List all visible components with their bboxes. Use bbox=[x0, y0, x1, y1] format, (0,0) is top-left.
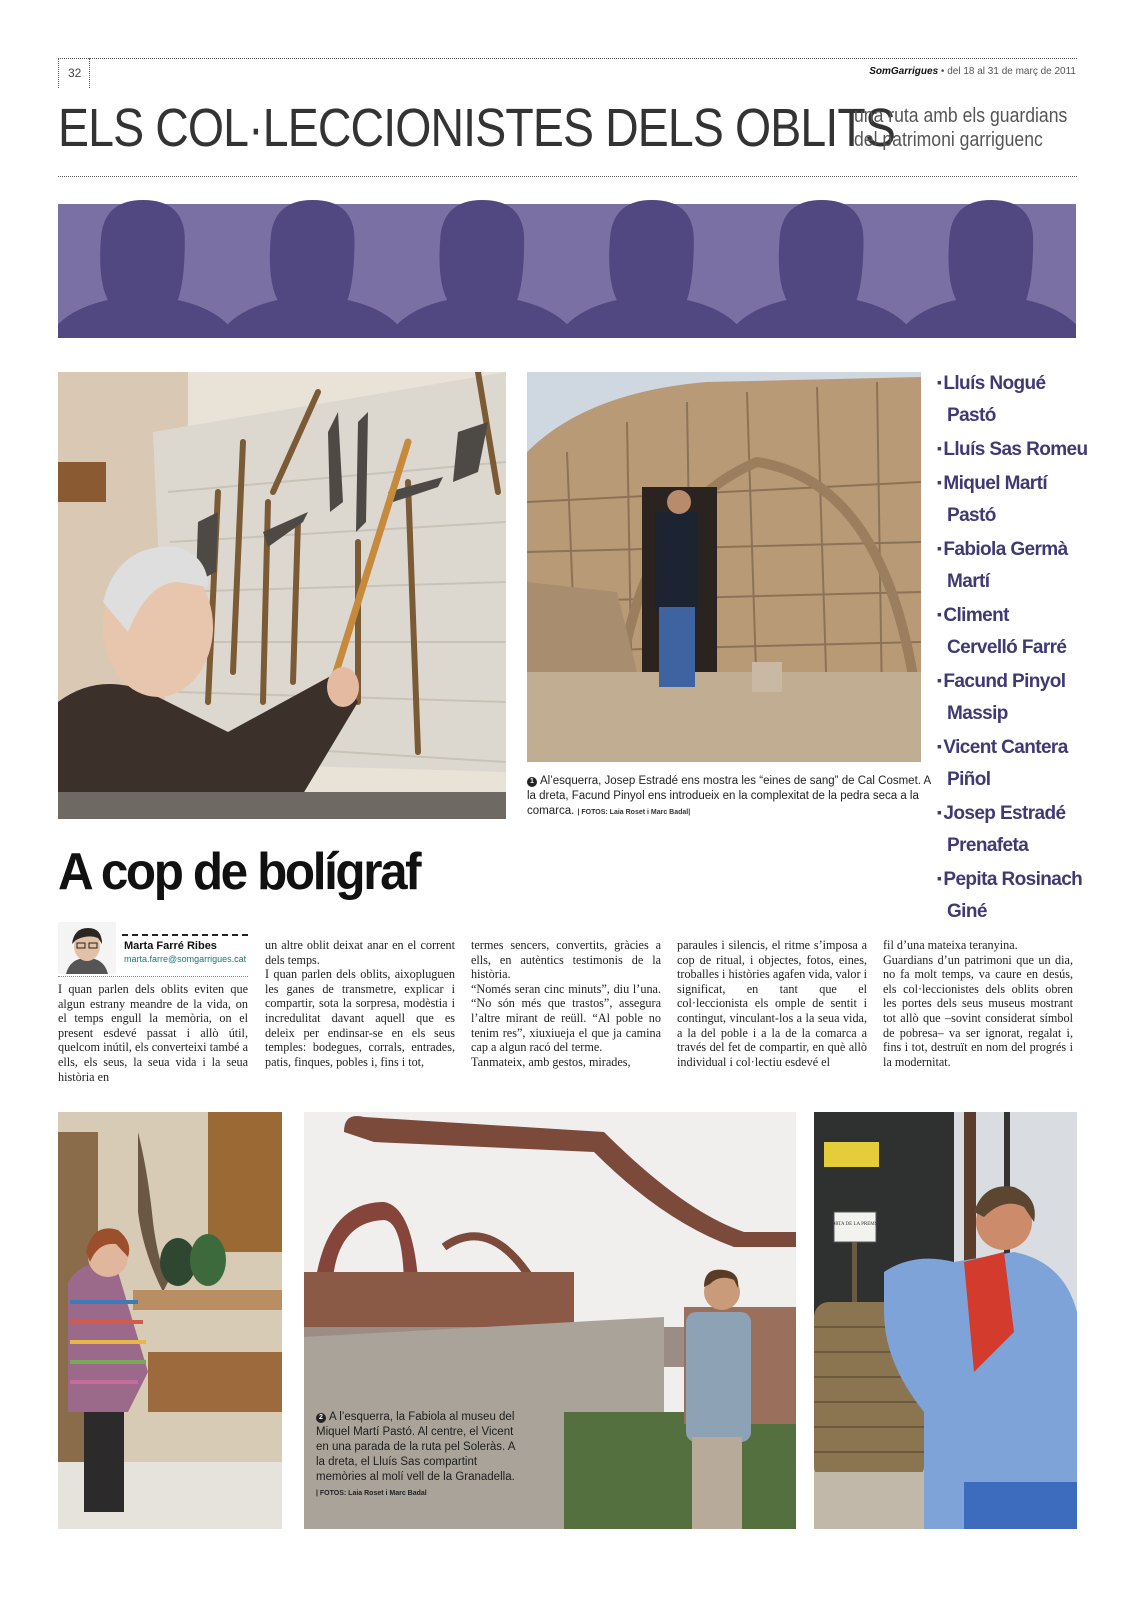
top-photos-caption bbox=[527, 774, 937, 820]
section-subtitle bbox=[854, 104, 1067, 152]
collector-item bbox=[937, 366, 1077, 432]
bottom-photo-credit: | FOTOS: Laia Roset i Marc Badal bbox=[316, 1490, 427, 1497]
collector-item bbox=[937, 598, 1077, 664]
column-1-text: I quan parlen dels oblits eviten que algun estrany meandre de la vida, on el temps engull la memòria, on el present esdevé passat i allò útil, quelcom inútil, els converteixi també a ells, els seus, la seua vida i la seua història en bbox=[58, 982, 248, 1084]
caption-marker-icon: 2 bbox=[316, 1413, 326, 1423]
publication-name: SomGarrigues bbox=[869, 66, 939, 77]
collector-name-line-1: ▪ Lluís Sas Romeu bbox=[937, 432, 1077, 466]
column-2-paragraph-1: un altre oblit deixat anar en el corrent dels temps. bbox=[265, 938, 455, 967]
article-column-3 bbox=[471, 938, 661, 1069]
article-column-1 bbox=[58, 982, 248, 1084]
column-3-paragraph-2: “Només seran cinc minuts”, diu l’una. “No són més que trastos”, assegura l’altre mirant de reüll. “Al poble no tenim res”, xiuxiueja el que ja camina cap a algun racó del terme. bbox=[471, 981, 661, 1055]
caption-marker-icon: 1 bbox=[527, 777, 537, 787]
author-bottom-rule bbox=[58, 976, 248, 977]
bottom-caption-text: A l’esquerra, la Fabiola al museu del Miquel Martí Pastó. Al centre, el Vicent en una parada de la ruta pel Soleràs. A la dreta, el Lluís Sas compartint memòries al molí vell de la Granadella. bbox=[316, 1411, 515, 1483]
photo-fabiola-museum-image bbox=[58, 1112, 282, 1529]
collector-name-line-2: Prenafeta bbox=[947, 835, 1029, 856]
top-photo-credit: | FOTOS: Laia Roset i Marc Badal| bbox=[577, 809, 691, 816]
collector-name-line-1: ▪ Pepita Rosinach bbox=[937, 862, 1077, 896]
collector-name-line-1: ▪ Vicent Cantera bbox=[937, 730, 1077, 764]
author-email-link[interactable]: marta.farre@somgarrigues.cat bbox=[124, 954, 247, 964]
collector-item bbox=[937, 466, 1077, 532]
article-column-2 bbox=[265, 938, 455, 1069]
column-3-paragraph-3: Tanmateix, amb gestos, mirades, bbox=[471, 1054, 631, 1069]
silhouette-banner-graphic bbox=[58, 200, 1076, 338]
section-title: ELS COL·LECCIONISTES DELS OBLITS bbox=[58, 98, 896, 158]
masthead bbox=[869, 66, 1076, 77]
collector-name-line-1: ▪ Facund Pinyol bbox=[937, 664, 1077, 698]
author-avatar bbox=[58, 922, 116, 974]
header-bottom-rule bbox=[58, 176, 1077, 177]
collector-name-line-1: ▪ Fabiola Germà bbox=[937, 532, 1077, 566]
collector-name-line-2: Massip bbox=[947, 703, 1008, 724]
top-caption-text: Al’esquerra, Josep Estradé ens mostra les “eines de sang” de Cal Cosmet. A la dreta, Facund Pinyol ens introdueix en la complexitat de la pedra seca a la comarca. bbox=[527, 775, 931, 817]
collector-item bbox=[937, 730, 1077, 796]
photo-facund-dry-stone bbox=[527, 372, 921, 762]
author-name: Marta Farré Ribes bbox=[124, 940, 217, 952]
collector-name-line-1: ▪ Josep Estradé bbox=[937, 796, 1077, 830]
collector-name-line-2: Martí bbox=[947, 571, 990, 592]
article-column-4 bbox=[677, 938, 867, 1069]
subtitle-line-1: una ruta amb els guardians bbox=[854, 105, 1068, 127]
collector-name-line-1: ▪ Lluís Nogué bbox=[937, 366, 1077, 400]
collector-name-line-2: Giné bbox=[947, 901, 987, 922]
collector-item bbox=[937, 862, 1083, 928]
page-number: 32 bbox=[68, 66, 82, 80]
collector-item bbox=[937, 664, 1077, 730]
photo-facund-dry-stone-image bbox=[527, 372, 921, 762]
photo-lluis-mill-image bbox=[814, 1112, 1077, 1529]
collector-item bbox=[937, 532, 1077, 598]
column-5-paragraph-1: fil d’una mateixa teranyina. bbox=[883, 938, 1018, 952]
collector-name-line-2: Pastó bbox=[947, 405, 996, 426]
bottom-photos-caption bbox=[316, 1410, 516, 1501]
photo-lluis-mill bbox=[814, 1112, 1077, 1529]
column-5-paragraph-2: Guardians d’un patrimoni que un dia, no fa molt temps, va caure en desús, els col·leccionistes dels oblits obren les portes dels seus museus mostrant tot allò que –sovint considerat símbol de pobresa– va ser ignorat, regalat i, fins i tot, destruït en nom del progrés i la modernitat. bbox=[883, 952, 1073, 1069]
collector-name-line-2: Pastó bbox=[947, 505, 996, 526]
author-byline bbox=[58, 922, 248, 978]
subtitle-line-2: del patrimoni garriguenc bbox=[854, 129, 1043, 151]
column-2-paragraph-2: I quan parlen dels oblits, aixopluguen les ganes de transmetre, explicar i compartir, sota la sorpresa, modèstia i incredulitat davant aquell que es deleix per endinsar-se en els seus temples: bodegues, corrals, entrades, patis, finques, pobles i, fins i tot, bbox=[265, 967, 455, 1069]
collector-name-line-1: ▪ Miquel Martí bbox=[937, 466, 1077, 500]
collector-item bbox=[937, 796, 1077, 862]
author-rule bbox=[122, 934, 248, 936]
article-headline: A cop de bolígraf bbox=[58, 843, 420, 901]
collectors-list bbox=[937, 366, 1088, 928]
masthead-separator: • bbox=[938, 66, 948, 77]
collector-name-line-1: ▪ Climent bbox=[937, 598, 1077, 632]
collector-name-line-2: Cervelló Farré bbox=[947, 637, 1067, 658]
silhouette-banner bbox=[58, 200, 1076, 338]
article-column-5 bbox=[883, 938, 1073, 1069]
top-rule bbox=[58, 58, 1077, 59]
column-4-text: paraules i silencis, el ritme s’imposa a cop de ritual, i objectes, fotos, eines, troballes i històries agafen vida, valor i significat, en tant que el col·leccionista els omple de sentit i contingut, vinculant-los a la seua vida, a la del poble i a la de la comarca a través del fet de compartir, en què allò individual i col·lectiu esdevé el bbox=[677, 938, 867, 1069]
collector-name-line-2: Piñol bbox=[947, 769, 991, 790]
photo-josep-tools bbox=[58, 372, 506, 819]
photo-josep-tools-image bbox=[58, 372, 506, 819]
collector-item bbox=[937, 432, 1088, 466]
issue-date: del 18 al 31 de març de 2011 bbox=[947, 66, 1076, 77]
mill-sign-text: PORTA DE LA PREMSA bbox=[828, 1222, 882, 1227]
column-3-paragraph-1: termes sencers, convertits, gràcies a ells, en autèntics testimonis de la història. bbox=[471, 938, 661, 982]
photo-fabiola-museum bbox=[58, 1112, 282, 1529]
